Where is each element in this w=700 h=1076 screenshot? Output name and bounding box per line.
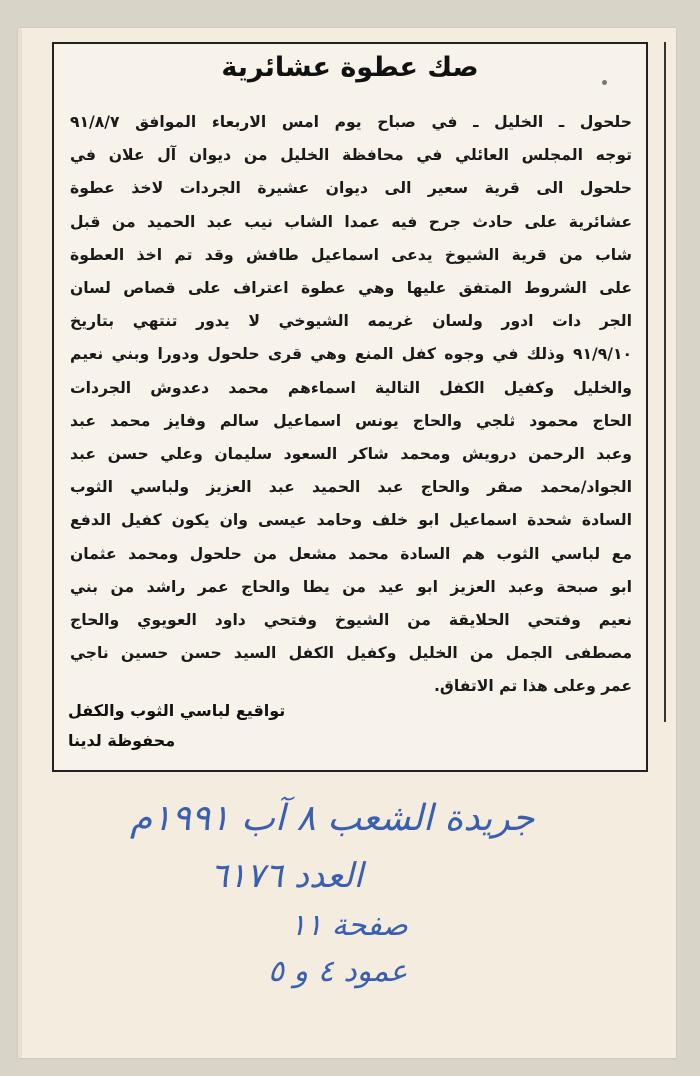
- body-line: ابو صبحة وعبد العزيز ابو عيد من يطا والحاج عمر راشد من بني: [70, 577, 632, 596]
- body-line: توجه المجلس العائلي في محافظة الخليل من ديوان آل علان في: [70, 146, 632, 165]
- body-line: على الشروط المتفق عليها وهي عطوة اعتراف على قصاص لسان: [70, 279, 632, 298]
- handwritten-column-number: عمود ٤ و ٥: [268, 954, 408, 989]
- body-line: شاب من قرية الشيوخ يدعى اسماعيل طافش وقد تم اخذ العطوة: [70, 245, 632, 264]
- body-line: حلحول الى قرية سعير الى ديوان عشيرة الجردات لاخذ عطوة: [70, 179, 632, 198]
- clipping-title: صك عطوة عشائرية: [221, 52, 479, 83]
- paper-edge: [18, 28, 22, 1058]
- body-line: الجر دات ادور ولسان غريمه الشيوخي لا يدور تنتهي بتاريخ: [70, 312, 632, 331]
- body-line: وعبد الرحمن درويش ومحمد شاكر السعود سليمان وعلي حسن عبد: [70, 445, 632, 464]
- column-rule: [664, 42, 666, 722]
- handwritten-source-note: جريدة الشعب ٨ آب ١٩٩١م: [130, 798, 535, 839]
- signature-line-2: محفوظة لدينا: [68, 731, 176, 750]
- body-line: الحاج محمود ثلجي والحاج يونس اسماعيل سالم وفايز محمد عبد: [70, 411, 632, 430]
- body-line: عمر وعلى هذا تم الاتفاق.: [433, 677, 632, 696]
- body-line: نعيم وفتحي الحلايقة من الشيوخ وفتحي داود العويوي والحاج: [70, 611, 632, 630]
- newspaper-clipping: [52, 42, 648, 772]
- body-line: مع لباسي الثوب هم السادة محمد مشعل من حلحول ومحمد عثمان: [70, 544, 632, 563]
- body-line: عشائرية على حادث جرح فيه عمدا الشاب نيب عبد الحميد من قبل: [70, 212, 632, 231]
- body-line: والخليل وكفيل الكفل التالية اسماءهم محمد دعدوش الجردات: [70, 378, 632, 397]
- handwritten-page-number: صفحة ١١: [290, 908, 408, 943]
- ink-dot: [602, 80, 607, 85]
- signature-block: [68, 696, 285, 756]
- body-line: حلحول ـ الخليل ـ في صباح يوم امس الاربعاء الموافق ٩١/٨/٧: [70, 113, 632, 131]
- body-line: ٩١/٩/١٠ وذلك في وجوه كفل المنع وهي قرى حلحول ودورا وبني نعيم: [70, 345, 632, 364]
- body-line: مصطفى الجمل من الخليل وكفيل الكفل السيد حسن حسين ناجي: [70, 644, 632, 663]
- clipping-body: [70, 106, 632, 704]
- body-line: الجواد/محمد صقر والحاج عبد الحميد عبد العزيز ولباسي الثوب: [70, 478, 632, 497]
- handwritten-issue-number: العدد ٦١٧٦: [210, 856, 364, 896]
- body-line: السادة شحدة اسماعيل ابو خلف وحامد عيسى وان يكون كفيل الدفع: [70, 511, 632, 530]
- signature-line-1: تواقيع لباسي الثوب والكفل: [68, 701, 286, 720]
